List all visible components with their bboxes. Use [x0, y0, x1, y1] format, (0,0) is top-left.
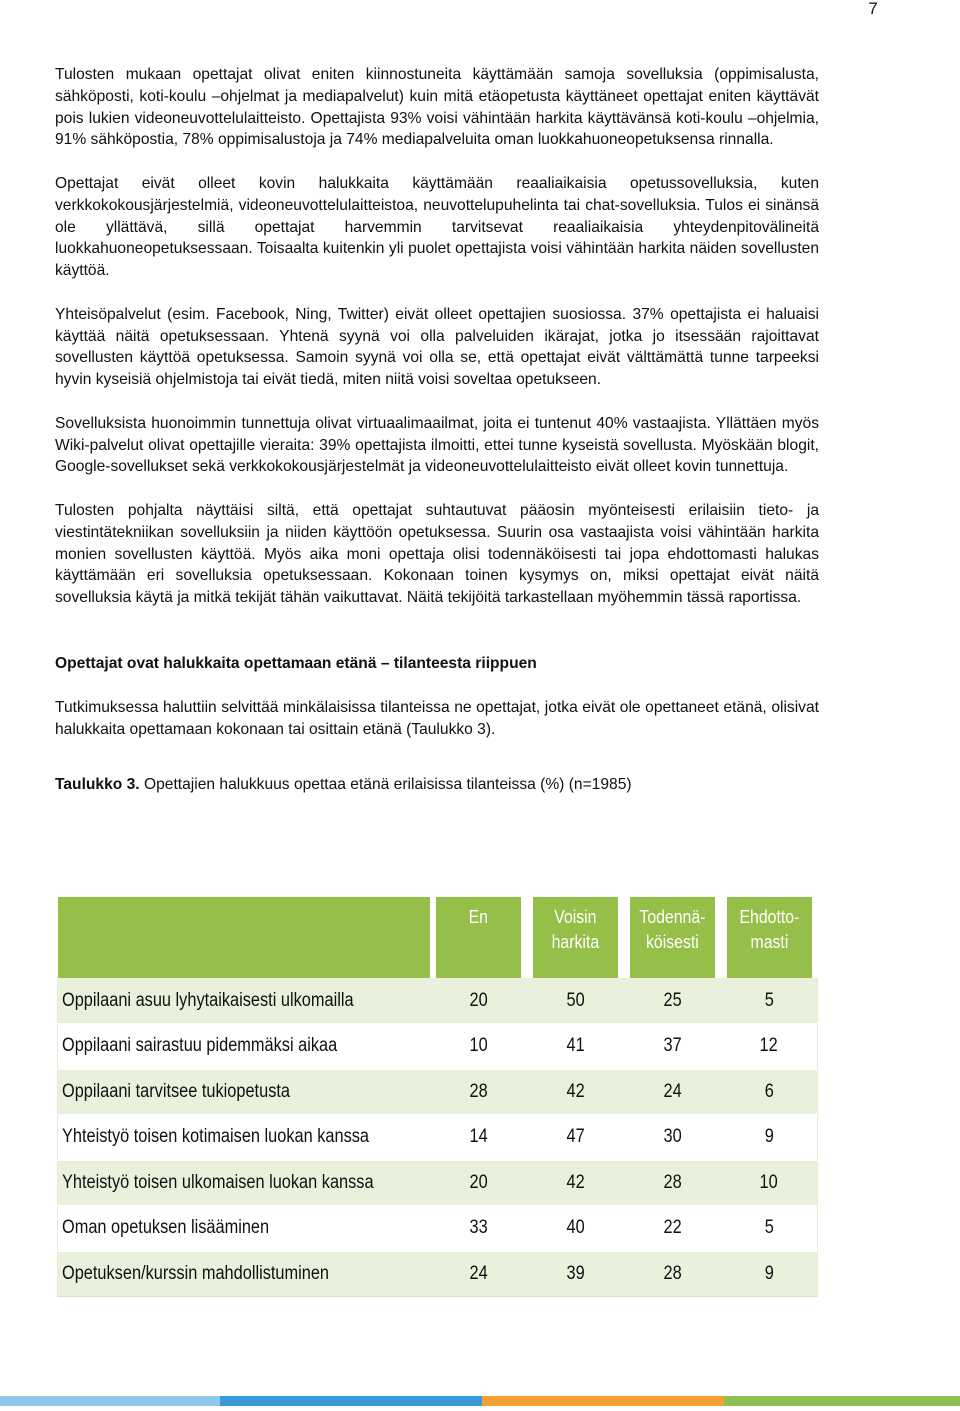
cell-value: 5: [764, 989, 774, 1011]
body-text: [55, 64, 819, 818]
cell-value: 20: [469, 1171, 488, 1193]
cell-value: 24: [663, 1080, 682, 1102]
cell-value: 50: [566, 989, 585, 1011]
cell-value: 12: [759, 1035, 778, 1057]
row-label: [58, 1069, 431, 1115]
page-number: 7: [868, 0, 878, 18]
table-header-cell: [630, 897, 715, 978]
table-cell: [624, 978, 721, 1024]
paragraph: Yhteisöpalvelut (esim. Facebook, Ning, Twitter) eivät olleet opettajien suosiossa. 37% opettajista ei haluaisi käyttää näitä opetuksessaan. Yhtenä syynä voi olla palveluiden ikärajat, jotka jo itsessään rajoittavat sovellusten käyttöä opetuksessa. Samoin syynä voi olla se, että opettajat eivät välttämättä tunne tarpeeksi hyvin kyseisiä ohjelmistoja tai eivät tiedä, miten niitä voisi soveltaa opetukseen.: [55, 305, 819, 389]
table-cell: [624, 1206, 721, 1252]
table-cell: [430, 1160, 527, 1206]
footer-stripe-segment: [220, 1396, 482, 1406]
table-row: [58, 1206, 818, 1252]
cell-value: 42: [566, 1080, 585, 1102]
table-cell: [527, 1160, 624, 1206]
row-label: [58, 978, 431, 1024]
cell-value: 33: [469, 1217, 488, 1239]
table-cell: [624, 1251, 721, 1297]
paragraph: Opettajat eivät olleet kovin halukkaita käyttämään reaaliaikaisia opetussovelluksia, kuten verkkokokousjärjestelmiä, videoneuvottelulaitteistoa, neuvottelupuhelinta tai chat-sovelluksia. Tulos ei sinänsä ole yllättävä, sillä opettajat harvemmin tarvitsevat reaaliaikaisia yhteydenpitovälineitä luokkahuoneopetuksessaan. Toisaalta kuitenkin yli puolet opettajista voisi vähintään harkita näiden sovellusten käyttöä.: [55, 174, 819, 280]
table-caption-label: Taulukko 3.: [55, 776, 140, 794]
table-cell: [430, 1115, 527, 1161]
table-cell: [430, 1251, 527, 1297]
row-label-text: Oppilaani tarvitsee tukiopetusta: [62, 1080, 290, 1102]
row-label: [58, 1251, 431, 1297]
cell-value: 41: [566, 1035, 585, 1057]
table-cell: [430, 1206, 527, 1252]
cell-value: 40: [566, 1217, 585, 1239]
table-cell: [721, 1160, 818, 1206]
cell-value: 28: [469, 1080, 488, 1102]
table-cell: [624, 1024, 721, 1070]
row-label-text: Yhteistyö toisen ulkomaisen luokan kanssa: [62, 1171, 374, 1193]
cell-value: 47: [566, 1126, 585, 1148]
table-header-line: En: [469, 907, 489, 927]
cell-value: 25: [663, 989, 682, 1011]
footer-stripe-segment: [724, 1396, 960, 1406]
table-row: [58, 1069, 818, 1115]
table-cell: [721, 1206, 818, 1252]
cell-value: 22: [663, 1217, 682, 1239]
cell-value: 24: [469, 1262, 488, 1284]
table-header-line: masti: [750, 932, 788, 952]
cell-value: 6: [764, 1080, 774, 1102]
table-header-line: Ehdotto-: [739, 907, 799, 927]
paragraph: Sovelluksista huonoimmin tunnettuja olivat virtuaalimaailmat, joita ei tuntenut 40% vastaajista. Yllättäen myös Wiki-palvelut olivat opettajille vieraita: 39% opettajista ilmoitti, ettei tunne kyseistä sovellusta. Myöskään blogit, Google-sovellukset sekä verkkokokousjärjestelmät ja videoneuvottelulaitteisto eivät olleet kovin tunnettuja.: [55, 414, 819, 476]
table-header-cell: [726, 897, 811, 978]
cell-value: 28: [663, 1171, 682, 1193]
table-header-cell: [533, 897, 618, 978]
table-cell: [527, 1115, 624, 1161]
table-cell: [721, 1069, 818, 1115]
table-header-line: Todennä-: [639, 907, 706, 927]
footer-stripe-segment: [0, 1396, 220, 1406]
cell-value: 5: [764, 1217, 774, 1239]
section-heading: Opettajat ovat halukkaita opettamaan etänä – tilanteesta riippuen: [55, 654, 537, 672]
table-row: [58, 1160, 818, 1206]
row-label-text: Oppilaani sairastuu pidemmäksi aikaa: [62, 1035, 338, 1057]
footer-color-stripe: [0, 1396, 960, 1406]
table-row: [58, 1251, 818, 1297]
paragraph: Tulosten mukaan opettajat olivat eniten kiinnostuneita käyttämään samoja sovelluksia (oppimisalusta, sähköposti, koti-koulu –ohjelmat ja mediapalvelut) kuin mitä etäopetusta käyttäneet opettajat eniten käyttävät pois lukien videoneuvottelulaitteisto. Opettajista 93% voisi vähintään harkita käyttävänsä koti-koulu –ohjelmia, 91% sähköpostia, 78% oppimisalustoja ja 74% mediapalveluita oman luokkahuoneopetuksensa rinnalla.: [55, 66, 819, 149]
table-row: [58, 978, 818, 1024]
row-label: [58, 1206, 431, 1252]
cell-value: 28: [663, 1262, 682, 1284]
cell-value: 10: [469, 1035, 488, 1057]
table-cell: [527, 1024, 624, 1070]
table-row: [58, 1115, 818, 1161]
table-cell: [624, 1115, 721, 1161]
cell-value: 9: [764, 1126, 774, 1148]
row-label-text: Oman opetuksen lisääminen: [62, 1217, 270, 1239]
table-cell: [527, 1069, 624, 1115]
table-header-cell: [436, 897, 521, 978]
table-cell: [430, 1069, 527, 1115]
row-label: [58, 1115, 431, 1161]
table-cell: [624, 1069, 721, 1115]
row-label: [58, 1160, 431, 1206]
footer-stripe-segment: [482, 1396, 724, 1406]
cell-value: 20: [469, 989, 488, 1011]
table-caption: [55, 774, 819, 796]
row-label-text: Oppilaani asuu lyhytaikaisesti ulkomailla: [62, 989, 354, 1011]
table-header-row: [58, 897, 818, 978]
table-cell: [721, 978, 818, 1024]
table-cell: [721, 1024, 818, 1070]
cell-value: 39: [566, 1262, 585, 1284]
cell-value: 9: [764, 1262, 774, 1284]
data-table: [57, 897, 818, 1297]
paragraph: Tulosten pohjalta näyttäisi siltä, että opettajat suhtautuvat pääosin myönteisesti erilaisiin tieto- ja viestintätekniikan sovelluksiin ja niiden käyttöön opetuksessa. Suurin osa vastaajista voisi vähintään harkita monien sovellusten käyttöä. Myös aika moni opettaja olisi todennäköisesti tai jopa ehdottomasti halukas käyttämään eri sovelluksia opetuksessaan. Kokonaan toinen kysymys on, miksi opettajat eivät näitä sovelluksia käytä ja mitkä tekijät tähän vaikuttavat. Näitä tekijöitä tarkastellaan myöhemmin tässä raportissa.: [55, 501, 819, 607]
paragraph: Tutkimuksessa haluttiin selvittää minkälaisissa tilanteissa ne opettajat, jotka eivät ole opettaneet etänä, olisivat halukkaita opettamaan kokonaan tai osittain etänä (Taulukko 3).: [55, 698, 819, 738]
row-label-text: Yhteistyö toisen kotimaisen luokan kanssa: [62, 1126, 370, 1148]
table-cell: [527, 1206, 624, 1252]
table-header-empty: [58, 897, 431, 978]
table-header-line: harkita: [551, 932, 600, 952]
cell-value: 10: [759, 1171, 778, 1193]
table-cell: [624, 1160, 721, 1206]
cell-value: 37: [663, 1035, 682, 1057]
cell-value: 30: [663, 1126, 682, 1148]
cell-value: 14: [469, 1126, 488, 1148]
table-row: [58, 1024, 818, 1070]
table-caption-text: Opettajien halukkuus opettaa etänä erilaisissa tilanteissa (%) (n=1985): [139, 776, 632, 794]
table-header-line: Voisin: [554, 907, 597, 927]
table-header-line: köisesti: [645, 932, 699, 952]
table-cell: [430, 978, 527, 1024]
table-cell: [721, 1115, 818, 1161]
table-cell: [430, 1024, 527, 1070]
row-label-text: Opetuksen/kurssin mahdollistuminen: [62, 1262, 330, 1284]
table-cell: [527, 1251, 624, 1297]
table-cell: [527, 978, 624, 1024]
row-label: [58, 1024, 431, 1070]
cell-value: 42: [566, 1171, 585, 1193]
table-cell: [721, 1251, 818, 1297]
